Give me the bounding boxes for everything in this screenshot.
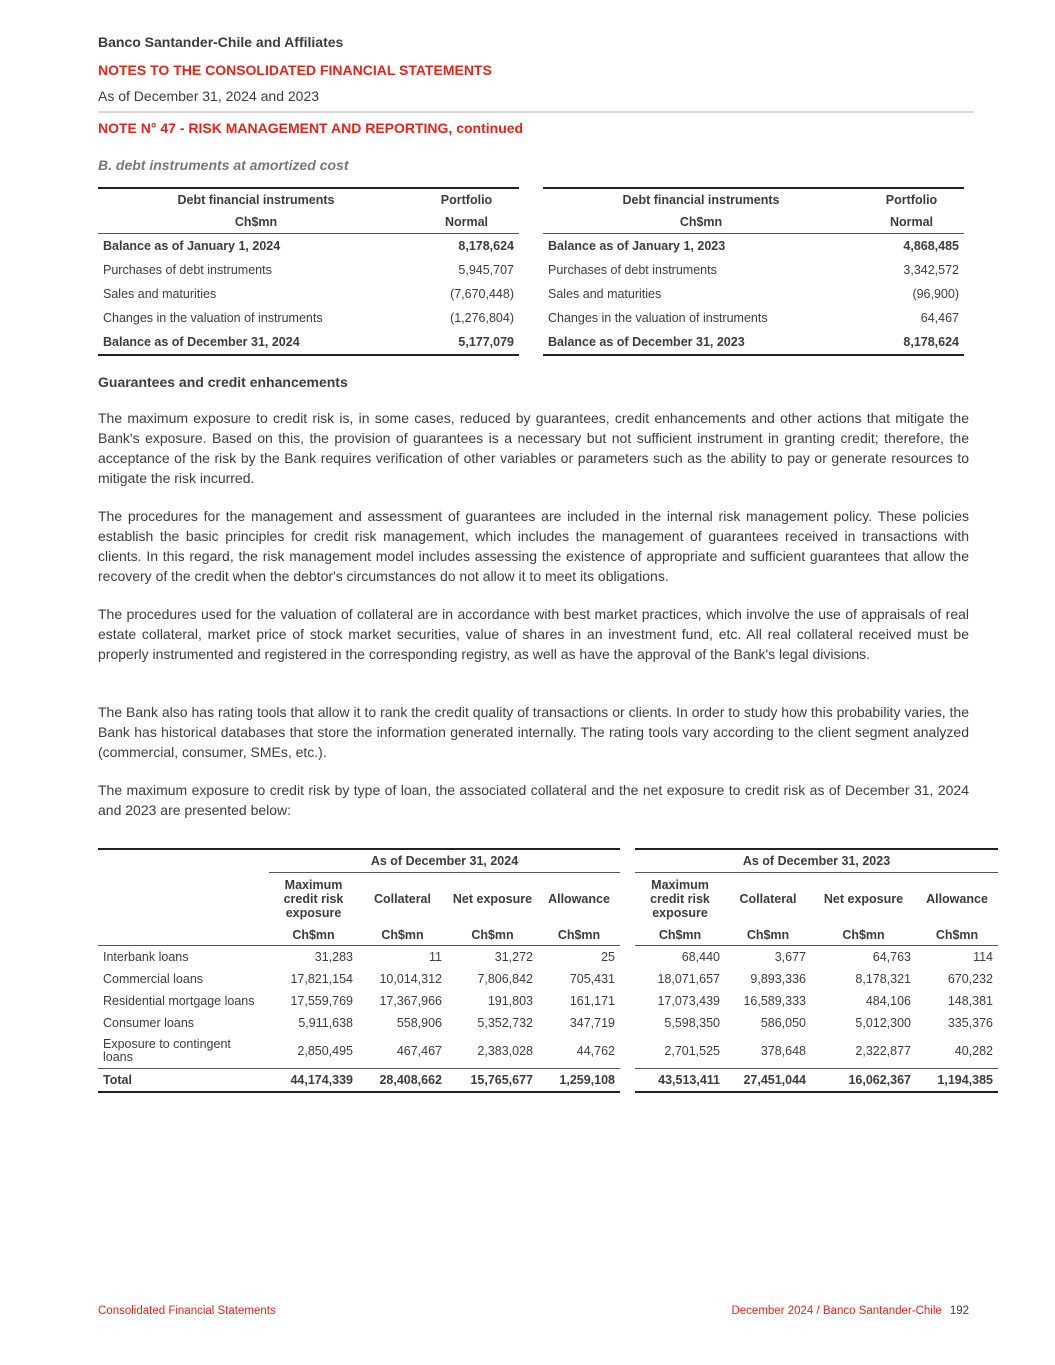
cell: 7,806,842 xyxy=(477,972,533,986)
cell: 64,763 xyxy=(872,950,911,964)
paragraph: The procedures for the management and assessment of guarantees are included in the internal risk management policy. These policies establish the basic principles for credit risk management, which includes the management of guarantees received in transactions with clients. In this regard, the risk management model includes assessing the existence of appropriate and sufficient guarantees that allow the recovery of the credit when the debtor's circumstances do not allow it to meet its obligations. xyxy=(98,508,969,584)
row-label: Balance as of January 1, 2024 xyxy=(103,239,281,253)
row-label: Exposure to contingent loans xyxy=(103,1036,231,1064)
table-row xyxy=(98,990,620,1012)
cell: 2,701,525 xyxy=(664,1043,720,1058)
debt-table-2024 xyxy=(98,187,519,356)
row-label: Sales and maturities xyxy=(548,287,662,301)
cell: 27,451,044 xyxy=(725,1068,811,1092)
row-label: Balance as of December 31, 2024 xyxy=(103,335,300,349)
col-unit: Ch$mn xyxy=(269,925,358,946)
cell: 10,014,312 xyxy=(379,972,442,986)
row-label: Total xyxy=(98,1068,269,1092)
table-row xyxy=(543,306,964,330)
debt-table-2023 xyxy=(543,187,964,356)
cell: 17,821,154 xyxy=(290,972,353,986)
group-header-2024: As of December 31, 2024 xyxy=(269,849,620,873)
table-row xyxy=(635,1012,998,1034)
cell: 31,272 xyxy=(494,950,533,964)
col-header: Debt financial instruments xyxy=(622,193,780,207)
header-divider xyxy=(98,111,974,113)
table-row xyxy=(98,306,519,330)
exposure-table-2023 xyxy=(635,848,998,1093)
row-value: 5,945,707 xyxy=(458,263,514,277)
table-row xyxy=(635,990,998,1012)
cell: 484,106 xyxy=(865,994,911,1008)
table-row xyxy=(543,234,964,259)
row-label: Balance as of December 31, 2023 xyxy=(548,335,745,349)
as-of-date: As of December 31, 2024 and 2023 xyxy=(98,88,320,104)
col-header: Allowance xyxy=(926,892,988,906)
cell: 16,589,333 xyxy=(743,994,806,1008)
col-header: Collateral xyxy=(374,892,431,906)
cell: 161,171 xyxy=(569,994,615,1008)
col-unit: Ch$mn xyxy=(538,925,620,946)
cell: 11 xyxy=(429,950,442,964)
row-label: Residential mortgage loans xyxy=(103,994,255,1008)
cell: 114 xyxy=(973,950,993,964)
paragraph: The procedures used for the valuation of collateral are in accordance with best market practices, which involve the use of appraisals of real estate collateral, market price of stock market securities, value of shares in an investment fund, etc. All real collateral received must be properly instrumented and registered in the corresponding registry, as well as have the approval of the Bank's legal divisions. xyxy=(98,606,969,662)
cell: 378,648 xyxy=(760,1043,806,1058)
col-unit: Ch$mn xyxy=(725,925,811,946)
row-value: 4,868,485 xyxy=(903,239,959,253)
col-unit: Ch$mn xyxy=(98,211,414,234)
cell: 1,194,385 xyxy=(916,1068,998,1092)
row-value: (7,670,448) xyxy=(450,287,514,301)
col-header: Maximum credit risk exposure xyxy=(650,878,710,920)
table-row xyxy=(543,282,964,306)
cell: 28,408,662 xyxy=(358,1068,447,1092)
group-header-2023: As of December 31, 2023 xyxy=(635,849,998,873)
col-header: Portfolio xyxy=(440,193,493,207)
row-label: Changes in the valuation of instruments xyxy=(103,311,323,325)
table-row xyxy=(98,1012,620,1034)
table-row xyxy=(635,968,998,990)
cell: 31,283 xyxy=(314,950,353,964)
table-row xyxy=(98,946,620,969)
company-name: Banco Santander-Chile and Affiliates xyxy=(98,34,344,50)
cell: 15,765,677 xyxy=(447,1068,538,1092)
row-value: 5,177,079 xyxy=(458,335,514,349)
cell: 17,073,439 xyxy=(657,994,720,1008)
cell: 44,762 xyxy=(576,1043,615,1058)
table-row xyxy=(98,968,620,990)
col-header: Debt financial instruments xyxy=(177,193,335,207)
col-subheader: Normal xyxy=(414,211,519,234)
col-header: Maximum credit risk exposure xyxy=(283,878,344,920)
row-label: Purchases of debt instruments xyxy=(548,263,717,277)
cell: 670,232 xyxy=(947,972,993,986)
cell: 2,322,877 xyxy=(855,1043,911,1058)
table-row xyxy=(98,1034,620,1068)
col-unit: Ch$mn xyxy=(811,925,916,946)
paragraph: The Bank also has rating tools that allow it to rank the credit quality of transactions or clients. In order to study how this probability varies, the Bank has historical databases that store the information generated internally. The rating tools vary according to the client segment analyzed (commercial, consumer, SMEs, etc.). xyxy=(98,704,969,760)
cell: 16,062,367 xyxy=(811,1068,916,1092)
row-value: 3,342,572 xyxy=(903,263,959,277)
row-value: (96,900) xyxy=(912,287,959,301)
cell: 18,071,657 xyxy=(657,972,720,986)
cell: 191,803 xyxy=(487,994,533,1008)
row-value: 64,467 xyxy=(920,311,959,325)
cell: 5,012,300 xyxy=(855,1016,911,1030)
table-row xyxy=(98,282,519,306)
table-row xyxy=(543,330,964,355)
table-row xyxy=(98,258,519,282)
footer-right-text: December 2024 / Banco Santander-Chile xyxy=(731,1305,942,1317)
total-row xyxy=(98,1068,620,1092)
cell: 25 xyxy=(601,950,615,964)
col-unit: Ch$mn xyxy=(543,211,859,234)
cell: 8,178,321 xyxy=(855,972,911,986)
cell: 705,431 xyxy=(569,972,615,986)
row-label: Commercial loans xyxy=(103,972,204,986)
cell: 1,259,108 xyxy=(538,1068,620,1092)
cell: 467,467 xyxy=(396,1043,442,1058)
cell: 2,850,495 xyxy=(297,1043,353,1058)
row-value: 8,178,624 xyxy=(458,239,514,253)
cell: 5,352,732 xyxy=(477,1016,533,1030)
exposure-table-2024 xyxy=(98,848,620,1093)
total-row xyxy=(635,1068,998,1092)
footer-right xyxy=(731,1305,969,1317)
cell: 68,440 xyxy=(681,950,720,964)
row-label: Interbank loans xyxy=(103,950,189,964)
table-row xyxy=(635,946,998,969)
row-label: Balance as of January 1, 2023 xyxy=(548,239,726,253)
col-header: Allowance xyxy=(548,892,610,906)
page-number: 192 xyxy=(949,1305,969,1317)
cell: 5,598,350 xyxy=(664,1016,720,1030)
col-header: Net exposure xyxy=(823,892,904,906)
col-unit: Ch$mn xyxy=(447,925,538,946)
table-row xyxy=(98,234,519,259)
cell: 17,367,966 xyxy=(379,994,442,1008)
cell: 5,911,638 xyxy=(298,1016,353,1030)
paragraph: The maximum exposure to credit risk is, in some cases, reduced by guarantees, credit enhancements and other actions that mitigate the Bank's exposure. Based on this, the provision of guarantees is a necessary but not sufficient instrument in granting credit; therefore, the acceptance of the risk by the Bank requires verification of other variables or parameters such as the ability to pay or generate resources to mitigate the risk incurred. xyxy=(98,410,969,486)
col-unit: Ch$mn xyxy=(358,925,447,946)
row-label: Changes in the valuation of instruments xyxy=(548,311,768,325)
row-label: Purchases of debt instruments xyxy=(103,263,272,277)
col-header: Portfolio xyxy=(885,193,938,207)
col-subheader: Normal xyxy=(859,211,964,234)
cell: 586,050 xyxy=(760,1016,806,1030)
cell: 335,376 xyxy=(947,1016,993,1030)
row-label: Sales and maturities xyxy=(103,287,217,301)
col-header: Collateral xyxy=(739,892,797,906)
col-header: Net exposure xyxy=(452,892,533,906)
row-value: 8,178,624 xyxy=(903,335,959,349)
cell: 43,513,411 xyxy=(635,1068,725,1092)
cell: 148,381 xyxy=(947,994,993,1008)
cell: 2,383,028 xyxy=(477,1043,533,1058)
col-unit: Ch$mn xyxy=(635,925,725,946)
note-title: NOTE N° 47 - RISK MANAGEMENT AND REPORTING, continued xyxy=(98,120,524,136)
footer-left: Consolidated Financial Statements xyxy=(98,1305,276,1317)
paragraph: The maximum exposure to credit risk by type of loan, the associated collateral and the net exposure to credit risk as of December 31, 2024 and 2023 are presented below: xyxy=(98,782,969,818)
table-row xyxy=(98,330,519,355)
cell: 3,677 xyxy=(774,950,806,964)
cell: 9,893,336 xyxy=(750,972,806,986)
cell: 347,719 xyxy=(569,1016,615,1030)
table-row xyxy=(543,258,964,282)
cell: 40,282 xyxy=(954,1043,993,1058)
row-value: (1,276,804) xyxy=(450,311,514,325)
notes-title: NOTES TO THE CONSOLIDATED FINANCIAL STATEMENTS xyxy=(98,62,492,78)
col-unit: Ch$mn xyxy=(916,925,998,946)
row-label: Consumer loans xyxy=(103,1016,195,1030)
table-row xyxy=(635,1034,998,1068)
cell: 17,559,769 xyxy=(290,994,353,1008)
section-b-title: B. debt instruments at amortized cost xyxy=(98,157,349,173)
cell: 44,174,339 xyxy=(269,1068,358,1092)
cell: 558,906 xyxy=(396,1016,442,1030)
guarantees-title: Guarantees and credit enhancements xyxy=(98,374,348,390)
